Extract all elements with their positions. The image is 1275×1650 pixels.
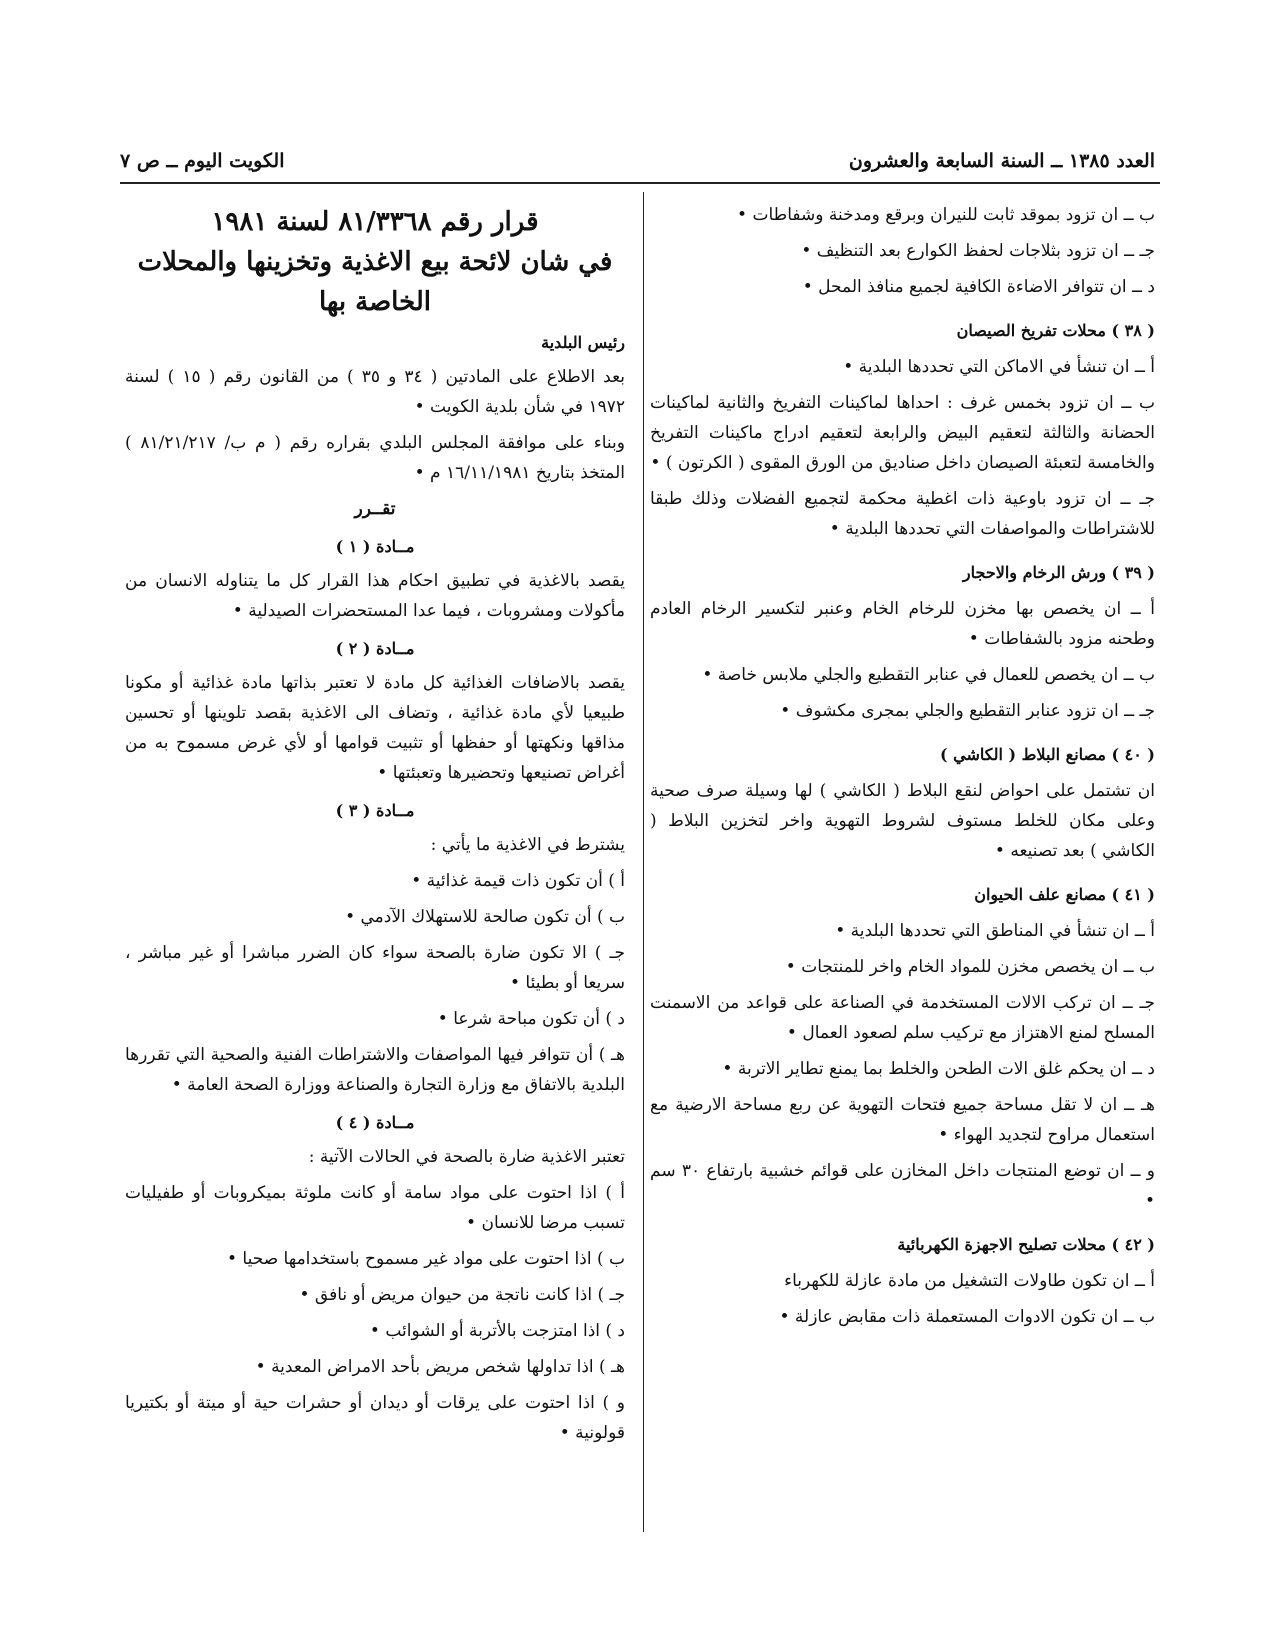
right-column — [650, 200, 1155, 1338]
decides-heading: تقــرر — [354, 499, 396, 519]
paragraph: يشترط في الاغذية ما يأتي : — [430, 835, 625, 855]
paragraph: هـ ) اذا تداولها شخص مريض بأحد الامراض المعدية • — [255, 1357, 625, 1377]
header-rule — [120, 182, 1160, 184]
paragraph: أ ــ ان تنشأ في المناطق التي تحددها البلدية • — [835, 921, 1155, 941]
paragraph: يقصد بالاغذية في تطبيق احكام هذا القرار كل ما يتناوله الانسان من مأكولات ومشروبات ، فيما عدا المستحضرات الصيدلية • — [125, 571, 625, 621]
section-heading-39: ( ٣٩ ) ورش الرخام والاحجار — [962, 563, 1155, 582]
paragraph: د ــ ان تتوافر الاضاءة الكافية لجميع منافذ المحل • — [802, 277, 1155, 297]
paragraph: د ) أن تكون مباحة شرعا • — [437, 1009, 625, 1029]
paragraph: جـ ــ ان تزود عنابر التقطيع والجلي بمجرى مكشوف • — [780, 701, 1155, 721]
paragraph: تعتبر الاغذية ضارة بالصحة في الحالات الآتية : — [308, 1147, 625, 1167]
section-heading-38: ( ٣٨ ) محلات تفريخ الصيصان — [956, 321, 1155, 340]
paragraph: ب ــ ان يخصص للعمال في عنابر التقطيع والجلي ملابس خاصة • — [702, 665, 1155, 685]
paragraph: ب ــ ان تزود بموقد ثابت للنيران وبرقع ومدخنة وشفاطات • — [737, 205, 1155, 225]
article-heading-3: مــادة ( ٣ ) — [335, 801, 415, 820]
left-column — [125, 200, 625, 1454]
paragraph: ب ) اذا احتوت على مواد غير مسموح باستخدامها صحيا • — [227, 1249, 625, 1269]
decree-title — [125, 202, 625, 322]
paragraph: جـ ــ ان تزود بثلاجات لحفظ الكوارع بعد التنظيف • — [801, 241, 1155, 261]
publication-page: الكويت اليوم ــ ص ٧ — [120, 150, 285, 172]
paragraph: جـ ــ ان تزود باوعية ذات اغطية محكمة لتجميع الفضلات وذلك طبقا للاشتراطات والمواصفات التي تحددها البلدية • — [650, 489, 1155, 539]
issuer: رئيس البلدية — [541, 333, 625, 352]
paragraph: أ ) أن تكون ذات قيمة غذائية • — [411, 871, 625, 891]
column-divider — [643, 192, 644, 1532]
decree-number: قرار رقم ٨١/٣٣٦٨ لسنة ١٩٨١ — [211, 207, 539, 237]
article-heading-4: مــادة ( ٤ ) — [335, 1113, 415, 1132]
page-header — [120, 150, 1155, 180]
paragraph: جـ ــ ان تركب الالات المستخدمة في الصناعة على قواعد من الاسمنت المسلح لمنع الاهتزاز مع تركيب سلم لصعود العمال • — [650, 993, 1155, 1043]
paragraph: ب ) أن تكون صالحة للاستهلاك الآدمي • — [345, 907, 625, 927]
paragraph: أ ) اذا احتوت على مواد سامة أو كانت ملوثة بميكروبات أو طفيليات تسبب مرضا للانسان • — [125, 1183, 625, 1233]
decree-subject: في شان لائحة بيع الاغذية وتخزينها والمحلات الخاصة بها — [137, 247, 613, 317]
paragraph: جـ ) اذا كانت ناتجة من حيوان مريض أو نافق • — [299, 1285, 625, 1305]
paragraph: د ــ ان يحكم غلق الات الطحن والخلط بما يمنع تطاير الاتربة • — [722, 1059, 1155, 1079]
paragraph: يقصد بالاضافات الغذائية كل مادة لا تعتبر بذاتها مادة غذائية أو مكونا طبيعيا لأي مادة غذائية ، وتضاف الى الاغذية بقصد تلوينها أو تحسين مذاقها ونكهتها أو حفظها أو تثبيت قوامها أو لأي غرض مسموح به من أغراض تصنيعها وتحضيرها وتعبئتها • — [125, 673, 625, 783]
paragraph: أ ــ ان تكون طاولات التشغيل من مادة عازلة للكهرباء — [784, 1271, 1155, 1291]
paragraph: أ ــ ان يخصص بها مخزن للرخام الخام وعنبر لتكسير الرخام العادم وطحنه مزود بالشفاطات • — [650, 599, 1155, 649]
paragraph: ب ــ ان تكون الادوات المستعملة ذات مقابض عازلة • — [779, 1307, 1155, 1327]
paragraph: ب ــ ان تزود بخمس غرف : احداها لماكينات التفريخ والثانية لماكينات الحضانة والثالثة لتعقيم البيض والرابعة لتعقيم ادراج ماكينات التفريخ والخامسة لتعبئة الصيصان داخل صناديق من الورق المقوى ( الكرتون ) • — [650, 393, 1155, 473]
section-heading-42: ( ٤٢ ) محلات تصليح الاجهزة الكهربائية — [897, 1235, 1155, 1254]
article-heading-1: مــادة ( ١ ) — [335, 537, 415, 556]
paragraph: جـ ) الا تكون ضارة بالصحة سواء كان الضرر مباشرا أو غير مباشر ، سريعا أو بطيئا • — [125, 943, 625, 993]
paragraph: د ) اذا امتزجت بالأتربة أو الشوائب • — [369, 1321, 625, 1341]
section-heading-40: ( ٤٠ ) مصانع البلاط ( الكاشي ) — [939, 745, 1155, 764]
paragraph: هـ ــ ان لا تقل مساحة جميع فتحات التهوية عن ربع مساحة الارضية مع استعمال مراوح لتجديد الهواء • — [650, 1095, 1155, 1145]
paragraph: ان تشتمل على احواض لنقع البلاط ( الكاشي ) لها وسيلة صرف صحية وعلى مكان للخلط مستوف لشروط التهوية واخر لتخزين البلاط ( الكاشي ) بعد تصنيعه • — [650, 781, 1155, 861]
section-heading-41: ( ٤١ ) مصانع علف الحيوان — [974, 885, 1155, 904]
preamble: وبناء على موافقة المجلس البلدي بقراره رقم ( م ب/ ٨١/٢١/٢١٧ ) المتخذ بتاريخ ١٦/١١/١٩٨١ م • — [125, 433, 625, 483]
paragraph: هـ ) أن تتوافر فيها المواصفات والاشتراطات الفنية والصحية التي تقررها البلدية بالاتفاق مع وزارة التجارة والصناعة ووزارة الصحة العامة • — [125, 1045, 625, 1095]
paragraph: و ــ ان توضع المنتجات داخل المخازن على قوائم خشبية بارتفاع ٣٠ سم • — [650, 1161, 1155, 1211]
issue-info: العدد ١٣٨٥ ــ السنة السابعة والعشرون — [848, 150, 1155, 172]
paragraph: ب ــ ان يخصص مخزن للمواد الخام واخر للمنتجات • — [785, 957, 1155, 977]
paragraph: و ) اذا احتوت على يرقات أو ديدان أو حشرات حية أو ميتة أو بكتيريا قولونية • — [125, 1393, 625, 1443]
article-heading-2: مــادة ( ٢ ) — [335, 639, 415, 658]
preamble: بعد الاطلاع على المادتين ( ٣٤ و ٣٥ ) من القانون رقم ( ١٥ ) لسنة ١٩٧٢ في شأن بلدية الكويت • — [125, 367, 626, 417]
paragraph: أ ــ ان تنشأ في الاماكن التي تحددها البلدية • — [843, 357, 1155, 377]
